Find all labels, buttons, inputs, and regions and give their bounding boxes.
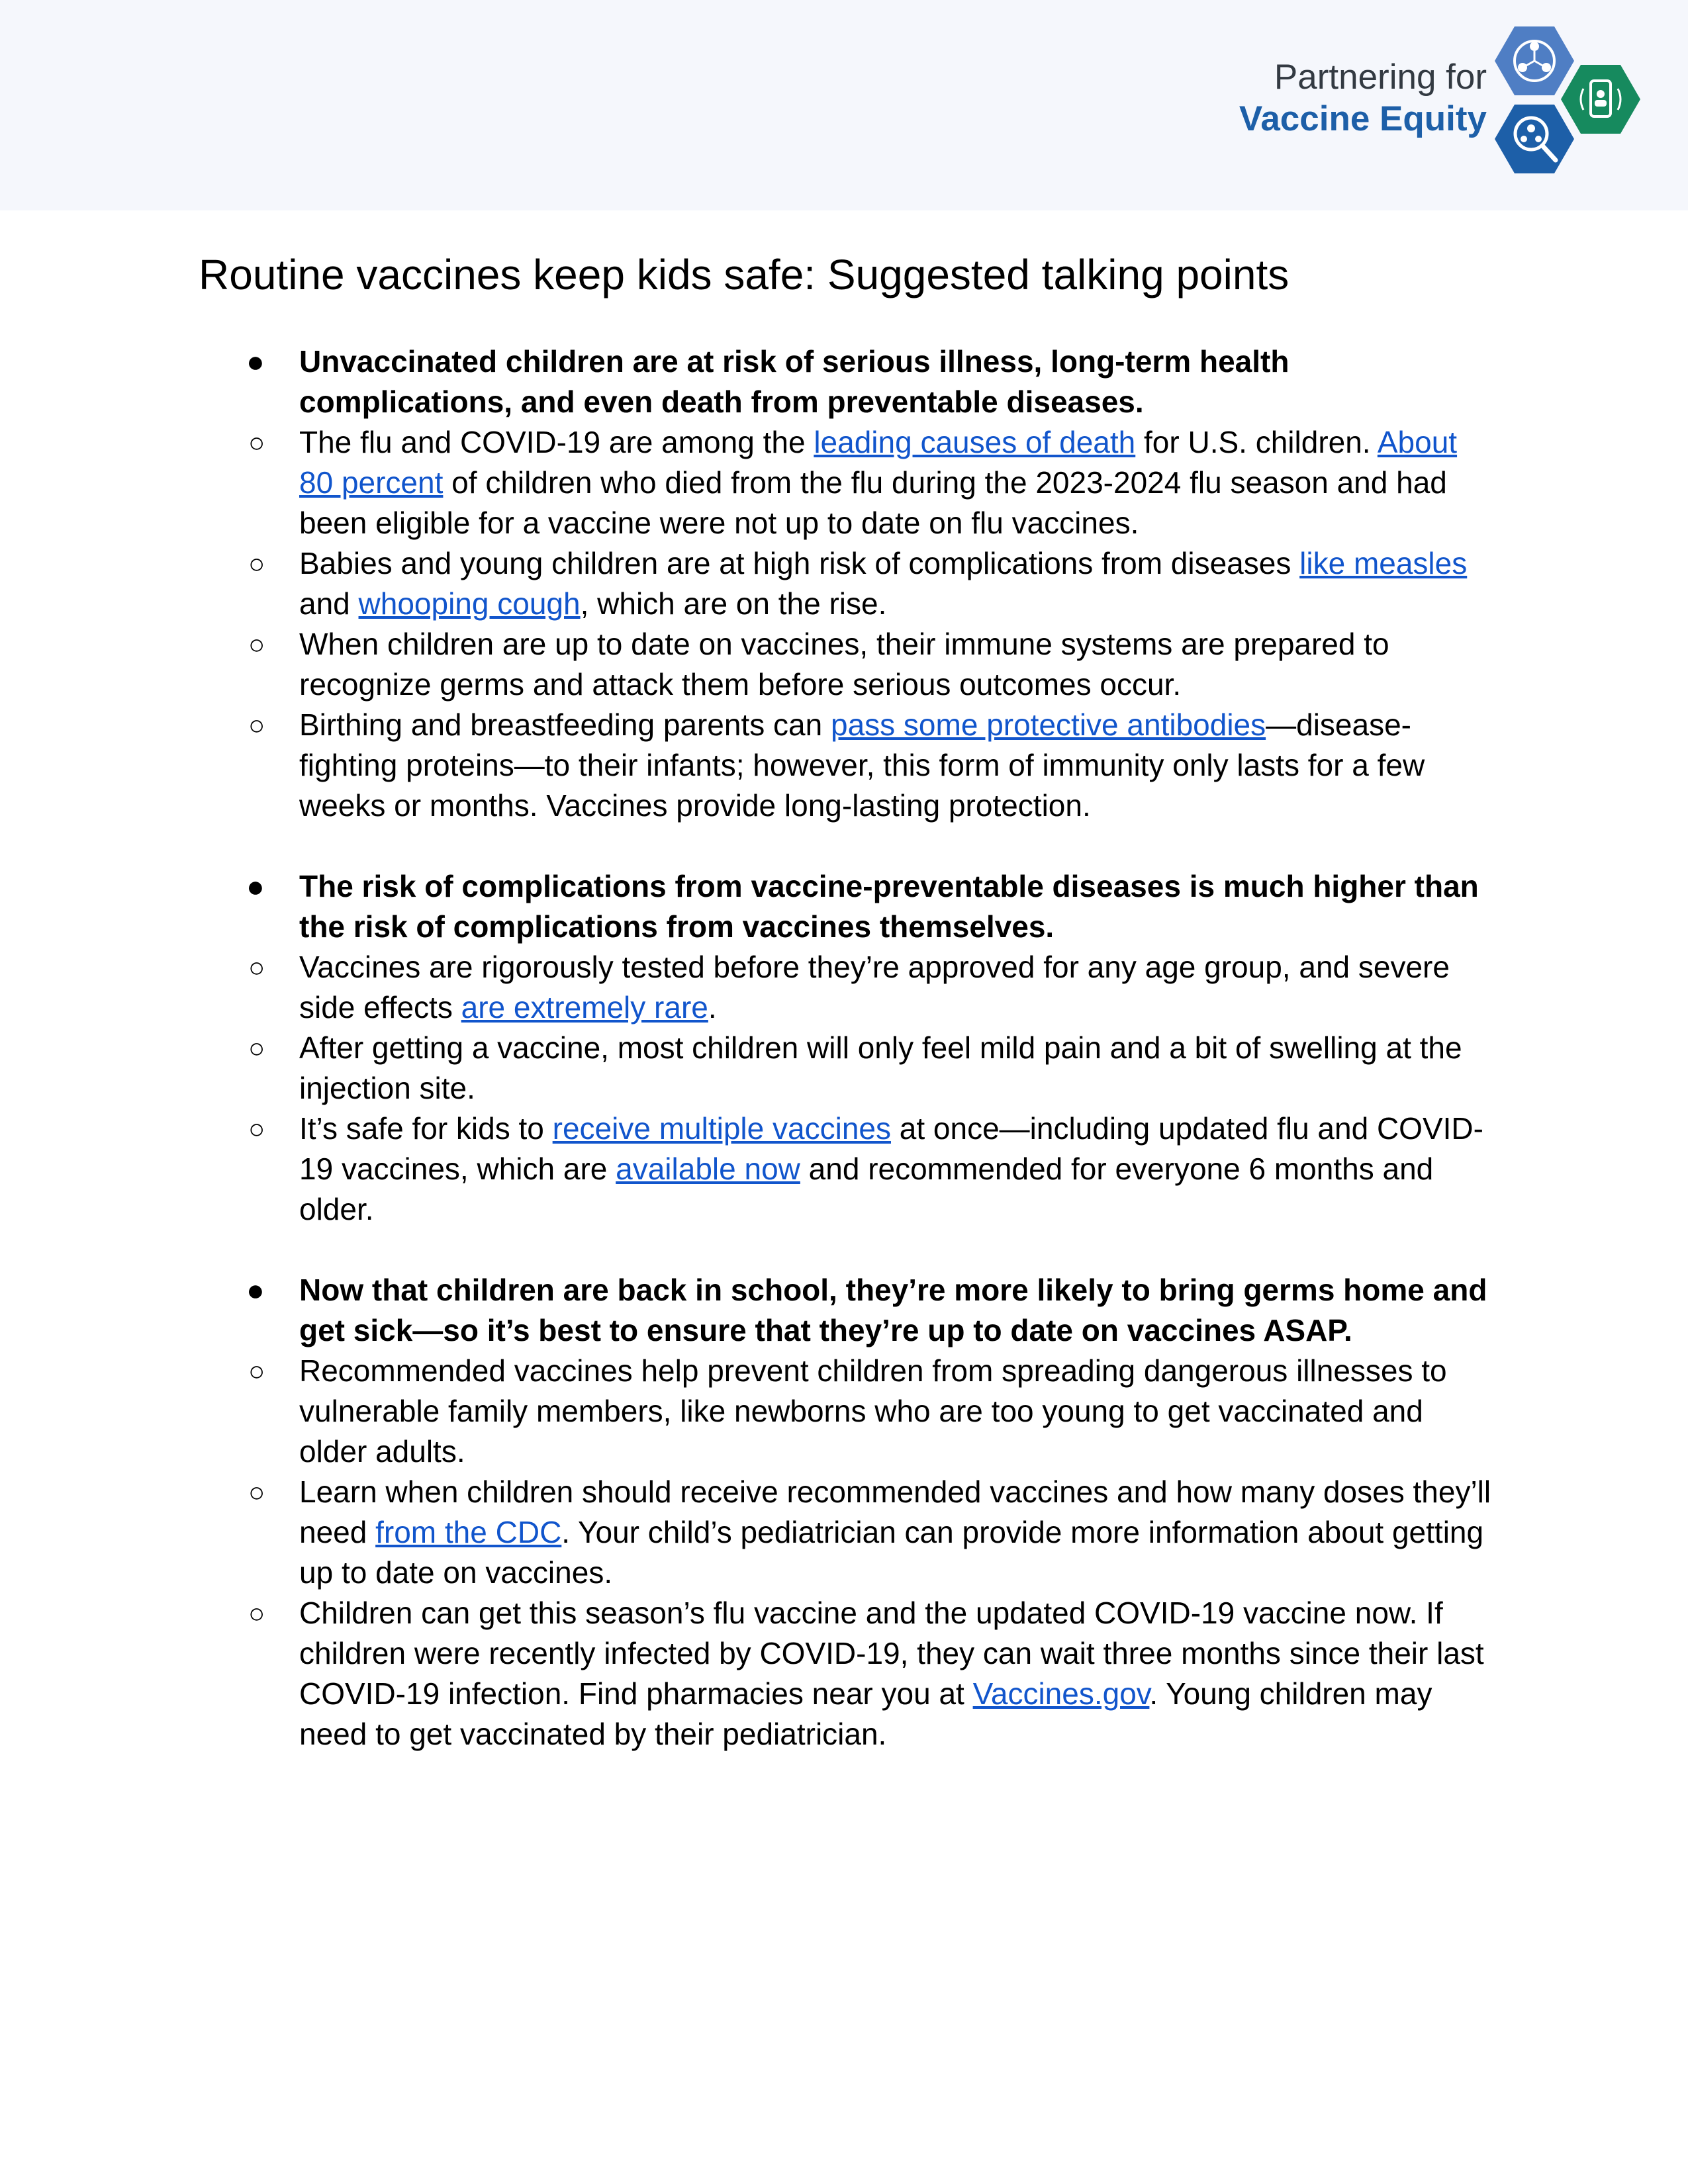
inline-link[interactable]: available now: [616, 1152, 800, 1186]
community-network-icon: [1495, 26, 1574, 95]
sub-point-text: , which are on the rise.: [580, 586, 887, 621]
talking-point-section: [199, 1270, 1496, 1754]
bullet-circle-icon: ○: [248, 952, 265, 983]
sub-point-text: .: [708, 990, 717, 1024]
bullet-dot-icon: ●: [246, 344, 265, 379]
sub-point: [248, 947, 1496, 1028]
inline-link[interactable]: About 80 percent: [299, 425, 1458, 500]
sub-point: [248, 624, 1496, 705]
section-heading: The risk of complications from vaccine-preventable diseases is much higher than the risk of complications from vaccines themselves.: [299, 869, 1479, 944]
inline-link[interactable]: leading causes of death: [814, 425, 1136, 459]
sub-point: [248, 422, 1496, 543]
section-heading: Unvaccinated children are at risk of serious illness, long-term health complications, and even death from preventable diseases.: [299, 344, 1289, 419]
sub-point-text: at once—including updated flu and COVID-19 vaccines, which are: [299, 1111, 1483, 1186]
bullet-circle-icon: ○: [248, 548, 265, 579]
sub-point-text: When children are up to date on vaccines, their immune systems are prepared to recognize germs and attack them before serious outcomes occur.: [299, 627, 1389, 702]
inline-link[interactable]: Vaccines.gov: [972, 1676, 1150, 1711]
sub-point-text: —disease-fighting proteins—to their infants; however, this form of immunity only lasts for a few weeks or months. Vaccines provide long-lasting protection.: [299, 707, 1425, 823]
sub-point: [248, 543, 1496, 624]
sub-point-text: Vaccines are rigorously tested before they’re approved for any age group, and severe side effects: [299, 950, 1450, 1024]
sub-point-list: [248, 422, 1496, 826]
phone-signal-icon: [1561, 65, 1640, 134]
bullet-circle-icon: ○: [248, 1355, 265, 1387]
sub-point-text: Children can get this season’s flu vaccine and the updated COVID-19 vaccine now. If children were recently infected by COVID-19, they can wait three months since their last COVID-19 infection. Find pharmacies near you at: [299, 1596, 1484, 1711]
bullet-circle-icon: ○: [248, 1477, 265, 1508]
talking-points-list: [199, 341, 1496, 1795]
inline-link[interactable]: from the CDC: [375, 1515, 562, 1549]
inline-link[interactable]: are extremely rare: [461, 990, 708, 1024]
bullet-circle-icon: ○: [248, 1113, 265, 1144]
talking-point-section: [199, 866, 1496, 1230]
bullet-dot-icon: ●: [246, 1273, 265, 1307]
sub-point-text: The flu and COVID-19 are among the: [299, 425, 814, 459]
bullet-circle-icon: ○: [248, 629, 265, 660]
bullet-circle-icon: ○: [248, 1032, 265, 1064]
sub-point-text: . Your child’s pediatrician can provide more information about getting up to date on vaccines.: [299, 1515, 1484, 1590]
sub-point-text: Birthing and breastfeeding parents can: [299, 707, 831, 742]
sub-point-text: and: [299, 586, 359, 621]
talking-point-section: [199, 341, 1496, 826]
inline-link[interactable]: receive multiple vaccines: [552, 1111, 891, 1146]
logo-hexagon-icons: [1495, 20, 1660, 182]
sub-point: [248, 1593, 1496, 1754]
sub-point-text: Babies and young children are at high risk of complications from diseases: [299, 546, 1300, 580]
hex-right: [1561, 65, 1640, 134]
bullet-dot-icon: ●: [246, 869, 265, 903]
bullet-circle-icon: ○: [248, 427, 265, 458]
logo-wordmark: [1239, 57, 1487, 140]
sub-point-list: [248, 947, 1496, 1230]
sub-point: [248, 1028, 1496, 1109]
sub-point-text: . Young children may need to get vaccinated by their pediatrician.: [299, 1676, 1432, 1751]
sub-point-text: of children who died from the flu during the 2023-2024 flu season and had been eligible for a vaccine were not up to date on flu vaccines.: [299, 465, 1447, 540]
sub-point-list: [248, 1351, 1496, 1754]
sub-point-text: for U.S. children.: [1135, 425, 1378, 459]
sub-point-text: After getting a vaccine, most children will only feel mild pain and a bit of swelling at the injection site.: [299, 1030, 1462, 1105]
page-title: Routine vaccines keep kids safe: Suggested talking points: [199, 251, 1289, 298]
sub-point-text: Recommended vaccines help prevent children from spreading dangerous illnesses to vulnerable family members, like newborns who are too young to get vaccinated and older adults.: [299, 1353, 1447, 1469]
bullet-circle-icon: ○: [248, 709, 265, 741]
sub-point: [248, 1351, 1496, 1472]
bullet-circle-icon: ○: [248, 1598, 265, 1629]
inline-link[interactable]: like measles: [1299, 546, 1468, 580]
sub-point-text: It’s safe for kids to: [299, 1111, 553, 1146]
sub-point-text: and recommended for everyone 6 months and older.: [299, 1152, 1434, 1226]
inline-link[interactable]: pass some protective antibodies: [830, 707, 1266, 742]
sub-point: [248, 1109, 1496, 1230]
section-heading: Now that children are back in school, they’re more likely to bring germs home and get sick—so it’s best to ensure that they’re up to date on vaccines ASAP.: [299, 1273, 1487, 1347]
magnifier-people-icon: [1495, 105, 1574, 173]
sub-point: [248, 705, 1496, 826]
sub-point: [248, 1472, 1496, 1593]
logo-line-partnering: Partnering for: [1274, 58, 1487, 97]
inline-link[interactable]: whooping cough: [358, 586, 581, 621]
logo-line-vaccine-equity: Vaccine Equity: [1239, 99, 1487, 138]
hex-bottom: [1495, 105, 1574, 173]
sub-point-text: Learn when children should receive recommended vaccines and how many doses they’ll need: [299, 1475, 1491, 1549]
